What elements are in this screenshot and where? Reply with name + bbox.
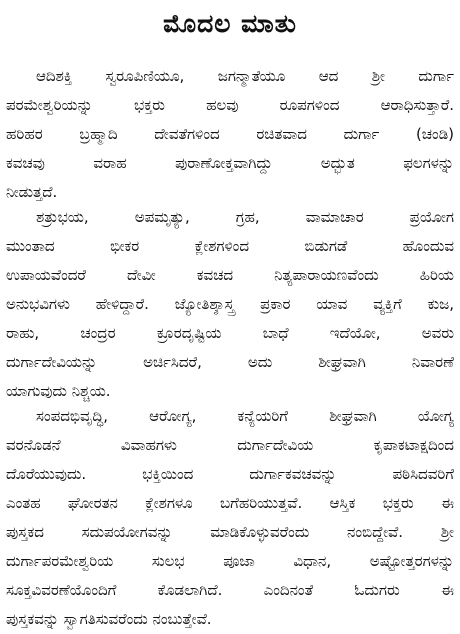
text-line: ಸಂಪದಭಿವೃದ್ಧಿ, ಆರೋಗ್ಯ, ಕನ್ಯೆಯರಿಗೆ ಶೀಘ್ರವಾಗಿ ಯೋಗ್ಯ [36,407,454,425]
text-line: ಸೂಕ್ತವಿವರಣೆಯೊಂದಿಗೆ ಕೊಡಲಾಗಿದೆ. ಎಂದಿನಂತೆ ಓದುಗರು ಈ [6,581,454,599]
text-line: ಶತ್ರುಭಯ, ಅಪಮೃತ್ಯು, ಗ್ರಹ, ವಾಮಾಚಾರ ಪ್ರಯೋಗ [36,208,454,226]
text-line: ದೊರೆಯುವುದು. ಭಕ್ತಿಯಿಂದ ದುರ್ಗಾಕವಚವನ್ನು ಪಠಿಸಿದವರಿಗೆ [6,465,454,483]
text-line: ಯಾಗುವುದು ನಿಶ್ಚಯ. [6,382,111,400]
text-line: ಹರಿಹರ ಬ್ರಹ್ಮಾದಿ ದೇವತೆಗಳಿಂದ ರಚಿತವಾದ ದುರ್ಗಾ (ಚಂಡಿ) [6,125,454,143]
text-line: ಪುಸ್ತಕವನ್ನು ಸ್ವಾಗತಿಸುವರೆಂದು ನಂಬುತ್ತೇವೆ. [6,610,212,628]
text-line: ದುರ್ಗಾಪರಮೇಶ್ವರಿಯ ಸುಲಭ ಪೂಜಾ ವಿಧಾನ, ಅಷ್ಟೋತ್ತರಗಳನ್ನು [6,552,454,570]
text-line: ರಾಹು, ಚಂದ್ರರ ಕ್ರೂರದೃಷ್ಟಿಯ ಬಾಧೆ ಇದೆಯೋ, ಅವರು [6,324,454,342]
text-line: ದುರ್ಗಾದೇವಿಯನ್ನು ಅರ್ಚಿಸಿದರೆ, ಅದು ಶೀಘ್ರವಾಗಿ ನಿವಾರಣೆ [6,353,454,371]
text-line: ಉಪಾಯವೆಂದರೆ ದೇವೀ ಕವಚದ ನಿತ್ಯಪಾರಾಯಣವೆಂದು ಹಿರಿಯ [6,266,454,284]
text-line: ಮುಂತಾದ ಭೀಕರ ಕ್ಲೇಶಗಳಿಂದ ಬಿಡುಗಡೆ ಹೊಂದುವ [6,237,454,255]
page-title: ಮೊದಲ ಮಾತು [163,9,297,38]
text-line: ಆದಿಶಕ್ತಿ ಸ್ವರೂಪಿಣಿಯೂ, ಜಗನ್ಮಾತೆಯೂ ಆದ ಶ್ರೀ ದುರ್ಗಾ [36,67,454,85]
paragraph-3 [0,402,460,634]
paragraph-1 [0,62,460,207]
text-line: ಪರಮೇಶ್ವರಿಯನ್ನು ಭಕ್ತರು ಹಲವು ರೂಪಗಳಿಂದ ಆರಾಧಿಸುತ್ತಾರೆ. [6,96,454,114]
paragraph-2 [0,203,460,406]
text-line: ನೀಡುತ್ತದೆ. [6,183,58,201]
text-line: ಪುಸ್ತಕದ ಸದುಪಯೋಗವನ್ನು ಮಾಡಿಕೊಳ್ಳುವರೆಂದು ನಂಬಿದ್ದೇವೆ. ಶ್ರೀ [6,523,454,541]
text-line: ಅನುಭವಿಗಳು ಹೇಳಿದ್ದಾರೆ. ಜ್ಯೋತಿಶ್ಶಾಸ್ತ್ರ ಪ್ರಕಾರ ಯಾವ ವ್ಯಕ್ತಿಗೆ ಕುಜ, [6,295,454,313]
text-line: ಎಂತಹ ಘೋರತನ ಕ್ಲೇಶಗಳೂ ಬಗೆಹರಿಯುತ್ತವೆ. ಆಸ್ತಿಕ ಭಕ್ತರು ಈ [6,494,454,512]
text-line: ವರನೊಡನೆ ವಿವಾಹಗಳು ದುರ್ಗಾದೇವಿಯ ಕೃಪಾಕಟಾಕ್ಷದಿಂದ [6,436,454,454]
text-line: ಕವಚವು ವರಾಹ ಪುರಾಣೋಕ್ತವಾಗಿದ್ದು ಅದ್ಭುತ ಫಲಗಳನ್ನು [6,154,454,172]
